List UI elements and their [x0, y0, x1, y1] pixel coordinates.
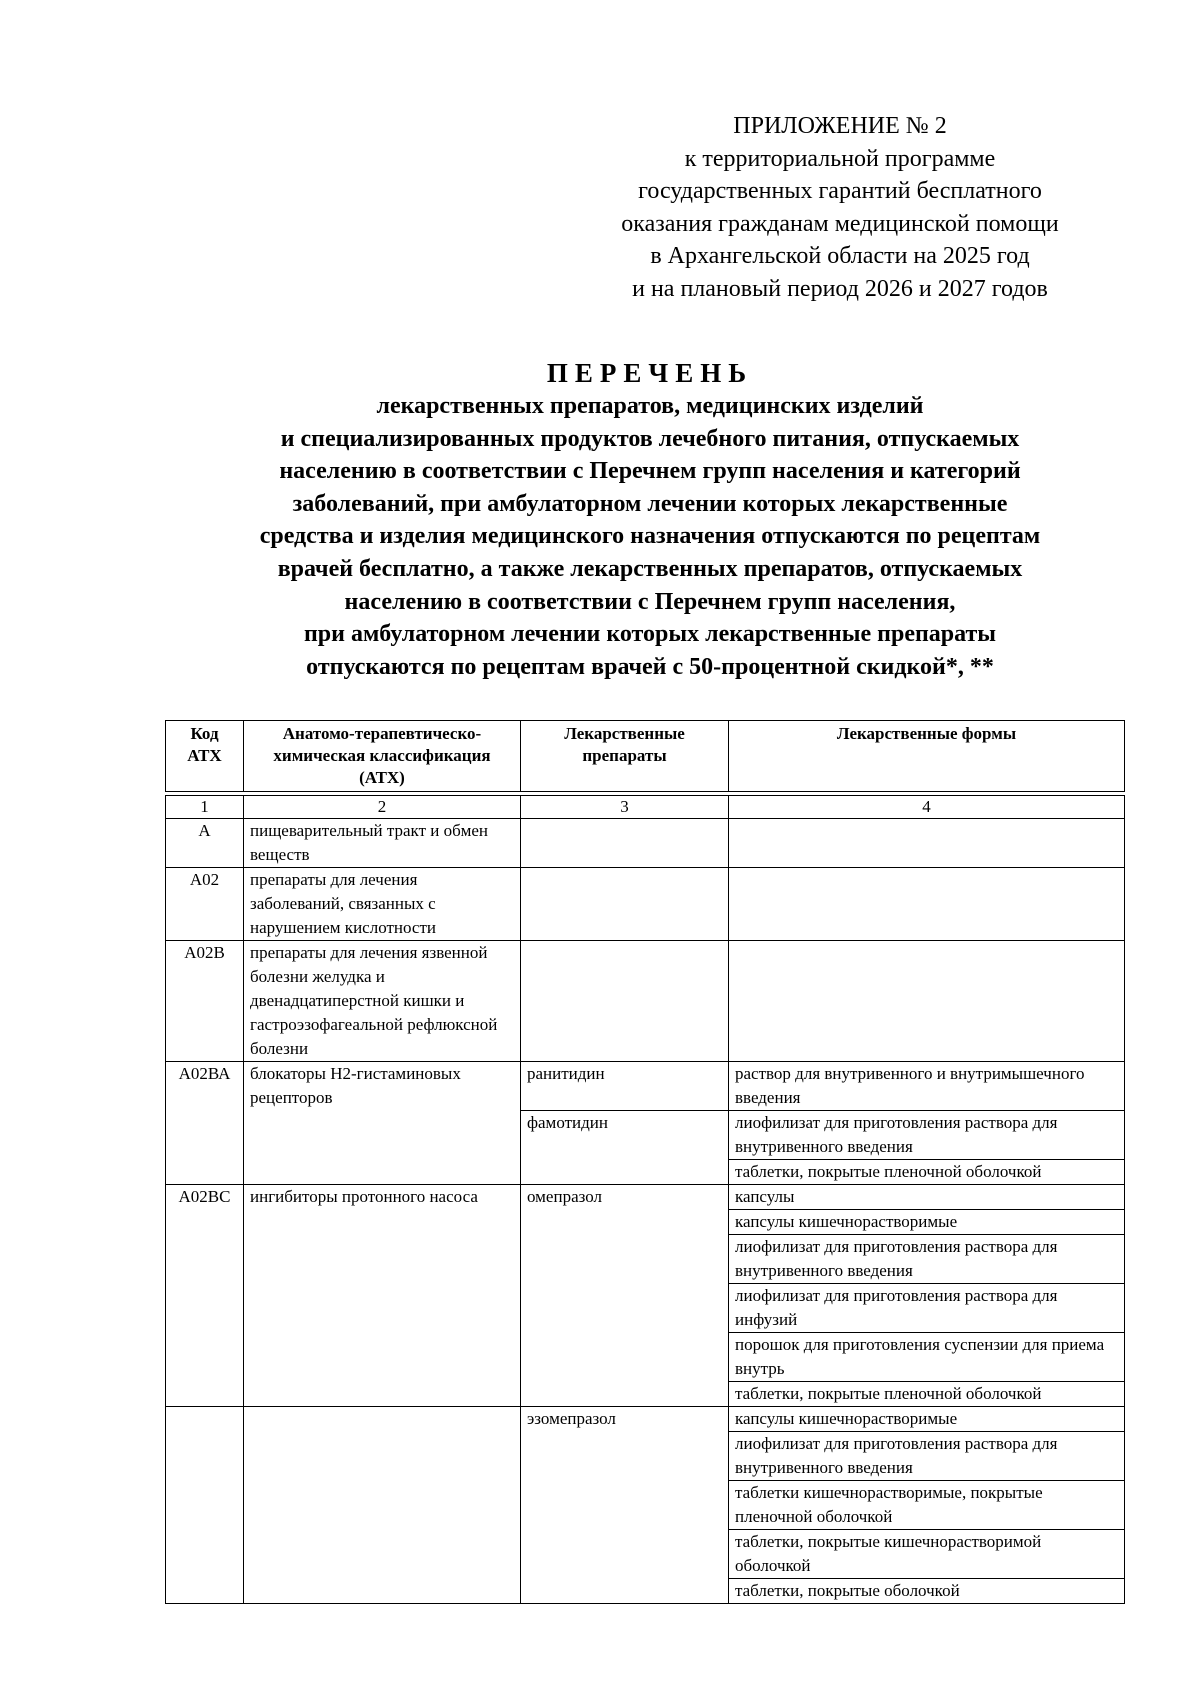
column-number: 3 [521, 796, 729, 819]
atx-code: А02ВА [166, 1062, 244, 1185]
subtitle-line: средства и изделия медицинского назначения отпускаются по рецептам [259, 523, 1041, 550]
subtitle-line: населению в соответствии с Перечнем групп населения, [344, 588, 956, 615]
drug-form: лиофилизат для приготовления раствора для внутривенного введения [729, 1432, 1125, 1481]
atx-code: А02ВС [166, 1185, 244, 1407]
document-heading [130, 356, 1170, 683]
annex-line: в Архангельской области на 2025 год [650, 243, 1030, 269]
drug-form: таблетки кишечнорастворимые, покрытые пленочной оболочкой [729, 1481, 1125, 1530]
drug-name: фамотидин [521, 1111, 729, 1185]
column-number-row [166, 796, 1125, 819]
column-number: 2 [244, 796, 521, 819]
document-title: ПЕРЕЧЕНЬ [546, 358, 754, 388]
annex-line: к территориальной программе [684, 145, 996, 172]
header-forms: Лекарственные формы [729, 721, 1125, 792]
annex-line: государственных гарантий бесплатного [638, 178, 1042, 204]
header-drugs: Лекарственные препараты [521, 721, 729, 792]
header-classification: Анатомо-терапевтическо-химическая классификация (АТХ) [244, 721, 521, 792]
subtitle-line: врачей бесплатно, а также лекарственных препаратов, отпускаемых [277, 555, 1023, 582]
drug-form: лиофилизат для приготовления раствора для внутривенного введения [729, 1235, 1125, 1284]
atx-classification: препараты для лечения заболеваний, связанных с нарушением кислотности [244, 868, 521, 941]
drug-form: таблетки, покрытые пленочной оболочкой [729, 1160, 1125, 1185]
atx-code: А02 [166, 868, 244, 941]
subtitle-line: при амбулаторном лечении которых лекарственные препараты [303, 621, 997, 648]
drug-form: таблетки, покрытые пленочной оболочкой [729, 1382, 1125, 1407]
atx-classification: пищеварительный тракт и обмен веществ [244, 819, 521, 868]
drug-name: эзомепразол [521, 1407, 729, 1604]
drug-form: капсулы [729, 1185, 1125, 1210]
column-number: 1 [166, 796, 244, 819]
drug-form: лиофилизат для приготовления раствора для внутривенного введения [729, 1111, 1125, 1160]
table-row [166, 1062, 1125, 1111]
atx-classification: ингибиторы протонного насоса [244, 1185, 521, 1407]
annex-line: оказания гражданам медицинской помощи [621, 210, 1059, 237]
atx-classification: препараты для лечения язвенной болезни желудка и двенадцатиперстной кишки и гастроэзофагеальной рефлюксной болезни [244, 941, 521, 1062]
table-row [166, 1185, 1125, 1210]
drug-form: таблетки, покрытые оболочкой [729, 1579, 1125, 1604]
drug-name: омепразол [521, 1185, 729, 1407]
atx-code: А [166, 819, 244, 868]
header-code: Код АТХ [166, 721, 244, 792]
column-number: 4 [729, 796, 1125, 819]
atx-classification: блокаторы Н2-гистаминовых рецепторов [244, 1062, 521, 1185]
annex-block [560, 110, 1120, 305]
annex-line: и на плановый период 2026 и 2027 годов [632, 275, 1048, 302]
subtitle-line: лекарственных препаратов, медицинских изделий [376, 393, 924, 419]
table-header-row [166, 721, 1125, 792]
drug-form: капсулы кишечнорастворимые [729, 1210, 1125, 1235]
table-row [166, 819, 1125, 868]
document-subtitle [130, 390, 1170, 683]
drug-form: капсулы кишечнорастворимые [729, 1407, 1125, 1432]
annex-line: ПРИЛОЖЕНИЕ № 2 [733, 113, 947, 139]
drug-form: лиофилизат для приготовления раствора для инфузий [729, 1284, 1125, 1333]
drug-form: раствор для внутривенного и внутримышечного введения [729, 1062, 1125, 1111]
drug-name: ранитидин [521, 1062, 729, 1111]
table-row [166, 1407, 1125, 1432]
table-row [166, 941, 1125, 1062]
table-row [166, 868, 1125, 941]
subtitle-line: населению в соответствии с Перечнем групп населения и категорий [279, 458, 1021, 485]
drug-form: таблетки, покрытые кишечнорастворимой оболочкой [729, 1530, 1125, 1579]
subtitle-line: и специализированных продуктов лечебного питания, отпускаемых [280, 425, 1020, 452]
drug-form: порошок для приготовления суспензии для приема внутрь [729, 1333, 1125, 1382]
subtitle-line: отпускаются по рецептам врачей с 50-процентной скидкой*, ** [306, 653, 994, 680]
atx-code: А02В [166, 941, 244, 1062]
atx-table [165, 720, 1125, 1604]
subtitle-line: заболеваний, при амбулаторном лечении которых лекарственные [292, 490, 1008, 517]
